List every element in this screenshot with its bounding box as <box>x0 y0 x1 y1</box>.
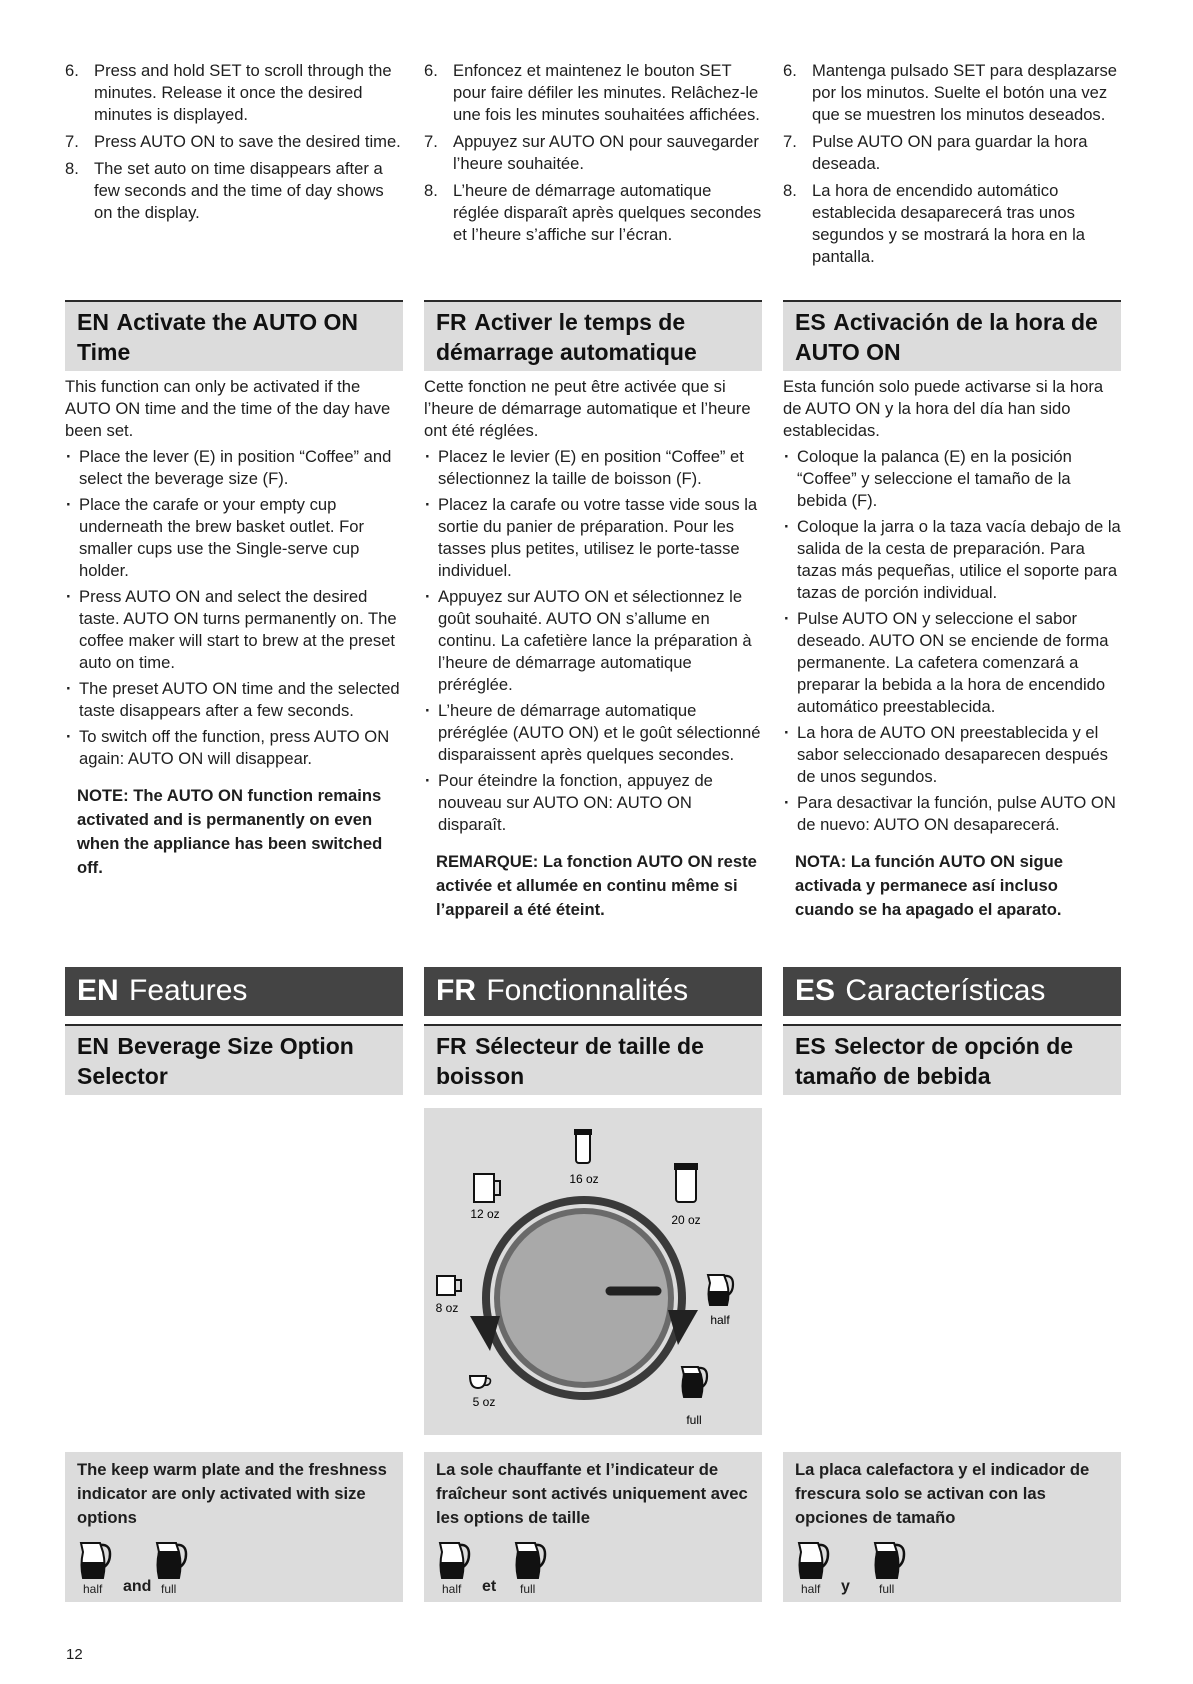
intro-text: Cette fonction ne peut être activée que si l’heure de démarrage automatique et l’heure ont été réglées. <box>424 377 751 440</box>
label-half: half <box>710 1313 730 1327</box>
step-item <box>783 131 1121 175</box>
language-code: EN <box>77 1033 109 1059</box>
section-title: Selector de opción de tamaño de bebida <box>795 1033 1074 1089</box>
step-text: The set auto on time disappears after a few seconds and the time of day shows on the display. <box>94 159 384 222</box>
section-title: Activación de la hora de AUTO ON <box>795 309 1098 365</box>
section-header-auto-on <box>65 300 403 371</box>
intro-text: This function can only be activated if the AUTO ON time and the time of the day have been set. <box>65 377 391 440</box>
section-title: Activate the AUTO ON Time <box>77 309 359 365</box>
size-selector-dial <box>424 1108 762 1435</box>
step-text: L’heure de démarrage automatique réglée disparaît après quelques secondes et l’heure s’affiche sur l’écran. <box>453 181 762 244</box>
keep-warm-text: The keep warm plate and the freshness indicator are only activated with size options <box>77 1460 387 1527</box>
step-item <box>424 180 762 246</box>
cup-icon <box>470 1376 491 1388</box>
features-banner <box>424 967 762 1016</box>
bullet-item: · The preset AUTO ON time and the selected taste disappears after a few seconds. <box>65 678 403 722</box>
carafe-half-icon <box>436 1540 472 1580</box>
section-title: Beverage Size Option Selector <box>77 1033 354 1089</box>
steps-list <box>424 60 762 251</box>
steps-list <box>65 60 403 229</box>
step-text: Appuyez sur AUTO ON pour sauvegarder l’heure souhaitée. <box>453 132 759 173</box>
keep-warm-icons <box>795 1540 1115 1600</box>
keep-warm-box <box>65 1452 403 1602</box>
full-label: full <box>520 1582 536 1596</box>
step-text: Press AUTO ON to save the desired time. <box>94 132 401 151</box>
bullet-list <box>65 446 403 770</box>
step-number: 7. <box>424 132 438 151</box>
step-item <box>65 131 403 153</box>
step-item <box>424 60 762 126</box>
section-header-auto-on <box>783 300 1121 371</box>
mug-icon <box>474 1174 500 1202</box>
half-label: half <box>83 1582 103 1596</box>
step-text: Enfoncez et maintenez le bouton SET pour faire défiler les minutes. Relâchez-le une fois les minutes souhaitées affichées. <box>453 61 760 124</box>
carafe-half-icon <box>708 1275 733 1305</box>
bullet-item: · Press AUTO ON and select the desired taste. AUTO ON turns permanently on. The coffee maker will start to brew at the preset auto on time. <box>65 586 403 674</box>
mug-icon <box>437 1276 461 1295</box>
section-header-auto-on <box>424 300 762 371</box>
bullet-item: · To switch off the function, press AUTO ON again: AUTO ON will disappear. <box>65 726 403 770</box>
label-20oz: 20 oz <box>671 1213 701 1227</box>
bullet-list <box>783 446 1121 836</box>
full-label: full <box>879 1582 895 1596</box>
step-item <box>424 131 762 175</box>
keep-warm-text: La placa calefactora y el indicador de frescura solo se activan con las opciones de tamaño <box>795 1460 1090 1527</box>
carafe-full-icon <box>512 1540 548 1580</box>
section-header-size-selector <box>424 1024 762 1095</box>
step-text: Pulse AUTO ON para guardar la hora deseada. <box>812 132 1088 173</box>
features-banner <box>783 967 1121 1016</box>
section-title: Sélecteur de taille de boisson <box>436 1033 704 1089</box>
conjunction: and <box>123 1578 152 1595</box>
auto-on-instructions <box>783 376 1121 922</box>
step-number: 6. <box>424 61 438 80</box>
step-text: La hora de encendido automático establecida desaparecerá tras unos segundos y se mostrará la hora en la pantalla. <box>812 181 1086 266</box>
carafe-full-icon <box>871 1540 907 1580</box>
bullet-item: · Coloque la jarra o la taza vacía debajo de la salida de la cesta de preparación. Para tazas más pequeñas, utilice el soporte para tazas de porción individual. <box>783 516 1121 604</box>
note-text: NOTA: La función AUTO ON sigue activada y permanece así incluso cuando se ha apagado el aparato. <box>795 852 1063 919</box>
bullet-item: · Place the lever (E) in position “Coffee” and select the beverage size (F). <box>65 446 403 490</box>
carafe-half-icon <box>795 1540 831 1580</box>
step-text: Mantenga pulsado SET para desplazarse por los minutos. Suelte el botón una vez que se muestren los minutos deseados. <box>812 61 1118 124</box>
carafe-full-icon <box>153 1540 189 1580</box>
features-title: Features <box>129 974 248 1007</box>
carafe-full-icon <box>682 1367 707 1397</box>
step-text: Press and hold SET to scroll through the minutes. Release it once the desired minutes is displayed. <box>94 61 392 124</box>
features-banner <box>65 967 403 1016</box>
half-label: half <box>442 1582 462 1596</box>
label-12oz: 12 oz <box>470 1207 500 1221</box>
bullet-item: · Pulse AUTO ON y seleccione el sabor deseado. AUTO ON se enciende de forma permanente. La cafetera comenzará a preparar la bebida a la hora de encendido automático preestablecida. <box>783 608 1121 718</box>
keep-warm-text: La sole chauffante et l’indicateur de fraîcheur sont activés uniquement avec les options de taille <box>436 1460 748 1527</box>
language-code: ES <box>795 309 826 335</box>
label-8oz: 8 oz <box>435 1301 459 1315</box>
section-header-size-selector <box>65 1024 403 1095</box>
bullet-item: · Pour éteindre la fonction, appuyez de nouveau sur AUTO ON: AUTO ON disparaît. <box>424 770 762 836</box>
language-code: EN <box>77 309 109 335</box>
label-full: full <box>686 1413 702 1427</box>
language-code: FR <box>436 309 467 335</box>
bullet-item: · Placez la carafe ou votre tasse vide sous la sortie du panier de préparation. Pour les tasses plus petites, utilisez le porte-tasse individuel. <box>424 494 762 582</box>
step-number: 8. <box>783 181 797 200</box>
step-item <box>783 60 1121 126</box>
language-code: FR <box>436 974 476 1007</box>
step-number: 7. <box>65 132 79 151</box>
step-number: 8. <box>65 159 79 178</box>
half-label: half <box>801 1582 821 1596</box>
bullet-item: · Place the carafe or your empty cup underneath the brew basket outlet. For smaller cups use the Single-serve cup holder. <box>65 494 403 582</box>
section-title: Activer le temps de démarrage automatique <box>436 309 697 365</box>
step-item <box>65 158 403 224</box>
conjunction: y <box>841 1578 850 1595</box>
carafe-half-icon <box>77 1540 113 1580</box>
bullet-item: · Placez le levier (E) en position “Coffee” et sélectionnez la taille de boisson (F). <box>424 446 762 490</box>
step-number: 6. <box>783 61 797 80</box>
language-code: ES <box>795 1033 826 1059</box>
page-number: 12 <box>66 1646 83 1663</box>
keep-warm-icons <box>77 1540 397 1600</box>
travel-mug-icon <box>674 1163 698 1202</box>
size-selector-dial-figure <box>424 1108 762 1435</box>
step-item <box>65 60 403 126</box>
steps-list <box>783 60 1121 273</box>
language-code: FR <box>436 1033 467 1059</box>
step-number: 8. <box>424 181 438 200</box>
label-5oz: 5 oz <box>472 1395 496 1409</box>
features-title: Características <box>845 974 1046 1007</box>
language-code: ES <box>795 974 836 1007</box>
section-header-size-selector <box>783 1024 1121 1095</box>
keep-warm-box <box>783 1452 1121 1602</box>
note-text: NOTE: The AUTO ON function remains activated and is permanently on even when the appliance has been switched off. <box>77 786 383 877</box>
auto-on-instructions <box>424 376 762 922</box>
intro-text: Esta función solo puede activarse si la hora de AUTO ON y la hora del día han sido establecidas. <box>783 377 1104 440</box>
full-label: full <box>161 1582 177 1596</box>
bullet-item: · Coloque la palanca (E) en la posición “Coffee” y seleccione el tamaño de la bebida (F). <box>783 446 1121 512</box>
features-title: Fonctionnalités <box>486 974 689 1007</box>
travel-mug-icon <box>574 1129 592 1163</box>
bullet-list <box>424 446 762 836</box>
auto-on-instructions <box>65 376 403 880</box>
conjunction: et <box>482 1578 497 1595</box>
bullet-item: · Appuyez sur AUTO ON et sélectionnez le goût souhaité. AUTO ON s’allume en continu. La cafetière lance la préparation à l’heure de démarrage automatique préréglée. <box>424 586 762 696</box>
keep-warm-box <box>424 1452 762 1602</box>
note-text: REMARQUE: La fonction AUTO ON reste activée et allumée en continu même si l’appareil a été éteint. <box>436 852 757 919</box>
bullet-item: · Para desactivar la función, pulse AUTO ON de nuevo: AUTO ON desaparecerá. <box>783 792 1121 836</box>
label-16oz: 16 oz <box>569 1172 599 1186</box>
keep-warm-icons <box>436 1540 756 1600</box>
step-item <box>783 180 1121 268</box>
bullet-item: · L’heure de démarrage automatique préréglée (AUTO ON) et le goût sélectionné disparaissent après quelques secondes. <box>424 700 762 766</box>
language-code: EN <box>77 974 119 1007</box>
step-number: 6. <box>65 61 79 80</box>
step-number: 7. <box>783 132 797 151</box>
bullet-item: · La hora de AUTO ON preestablecida y el sabor seleccionado desaparecen después de unos segundos. <box>783 722 1121 788</box>
